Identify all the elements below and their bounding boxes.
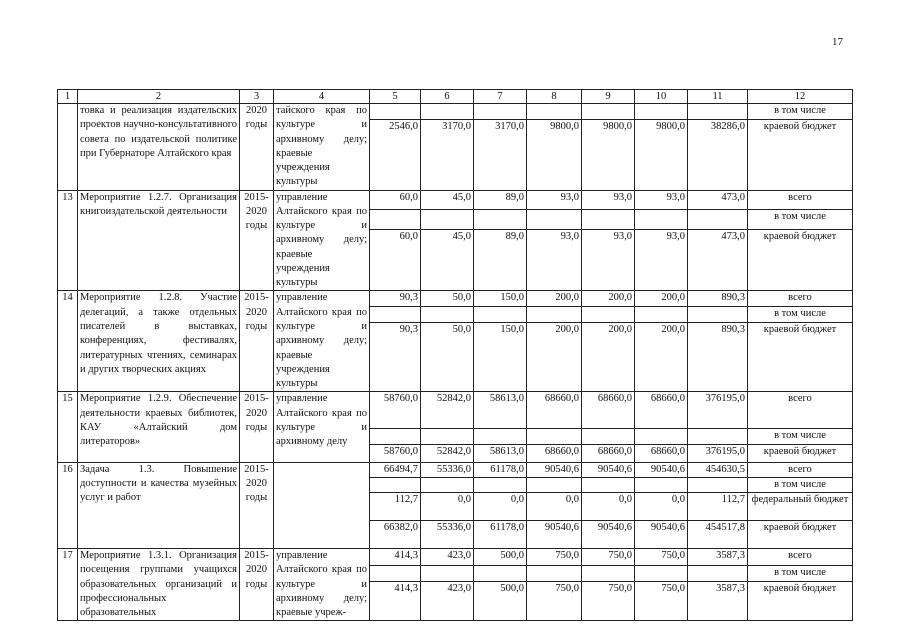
value-cell: 376195,0 bbox=[688, 392, 748, 429]
value-cell: 68660,0 bbox=[582, 392, 635, 429]
value-cell: 200,0 bbox=[582, 291, 635, 307]
value-cell: 112,7 bbox=[370, 493, 421, 521]
value-cell: 90540,6 bbox=[635, 462, 688, 477]
source-cell: всего bbox=[748, 190, 853, 210]
value-cell: 66382,0 bbox=[370, 521, 421, 549]
value-cell bbox=[474, 565, 527, 581]
value-cell: 93,0 bbox=[582, 229, 635, 291]
value-cell: 473,0 bbox=[688, 190, 748, 210]
value-cell bbox=[688, 307, 748, 323]
item-name-cell: Мероприятие 1.2.9. Обеспечение деятельности краевых библиотек, КАУ «Алтайский дом литераторов» bbox=[78, 392, 240, 462]
source-cell: всего bbox=[748, 462, 853, 477]
value-cell: 93,0 bbox=[582, 190, 635, 210]
value-cell bbox=[527, 429, 582, 444]
value-cell: 93,0 bbox=[527, 190, 582, 210]
row-number-cell: 15 bbox=[58, 392, 78, 462]
value-cell: 61178,0 bbox=[474, 521, 527, 549]
value-cell: 500,0 bbox=[474, 581, 527, 621]
value-cell: 52842,0 bbox=[421, 392, 474, 429]
table-row bbox=[58, 291, 853, 307]
item-years-cell: 2020 годы bbox=[240, 104, 274, 191]
value-cell bbox=[688, 477, 748, 492]
value-cell: 200,0 bbox=[635, 323, 688, 392]
value-cell bbox=[370, 307, 421, 323]
value-cell: 68660,0 bbox=[527, 392, 582, 429]
table-row bbox=[58, 190, 853, 210]
item-years-cell: 2015-2020 годы bbox=[240, 190, 274, 291]
value-cell bbox=[582, 565, 635, 581]
item-name-cell: Задача 1.3. Повышение доступности и качества музейных услуг и работ bbox=[78, 462, 240, 549]
source-cell: в том числе bbox=[748, 565, 853, 581]
row-number-cell bbox=[58, 104, 78, 191]
value-cell: 55336,0 bbox=[421, 462, 474, 477]
value-cell bbox=[688, 565, 748, 581]
value-cell bbox=[370, 565, 421, 581]
column-header: 4 bbox=[274, 90, 370, 104]
item-executor-cell: управление Алтайского края по культуре и архивному делу; краевые учреж- bbox=[274, 549, 370, 621]
item-executor-cell: управление Алтайского края по культуре и архивному делу; краевые учреждения культуры bbox=[274, 190, 370, 291]
value-cell bbox=[688, 104, 748, 120]
value-cell: 750,0 bbox=[635, 581, 688, 621]
value-cell: 50,0 bbox=[421, 323, 474, 392]
source-cell: в том числе bbox=[748, 210, 853, 230]
value-cell: 52842,0 bbox=[421, 444, 474, 462]
value-cell bbox=[421, 104, 474, 120]
value-cell bbox=[421, 210, 474, 230]
value-cell bbox=[635, 307, 688, 323]
source-cell: всего bbox=[748, 291, 853, 307]
row-number-cell: 13 bbox=[58, 190, 78, 291]
value-cell bbox=[582, 429, 635, 444]
value-cell: 0,0 bbox=[527, 493, 582, 521]
value-cell: 38286,0 bbox=[688, 120, 748, 190]
column-header: 6 bbox=[421, 90, 474, 104]
column-header: 5 bbox=[370, 90, 421, 104]
value-cell: 454630,5 bbox=[688, 462, 748, 477]
value-cell bbox=[370, 429, 421, 444]
value-cell: 500,0 bbox=[474, 549, 527, 566]
value-cell: 750,0 bbox=[582, 549, 635, 566]
row-number-cell: 16 bbox=[58, 462, 78, 549]
value-cell bbox=[474, 104, 527, 120]
value-cell: 2546,0 bbox=[370, 120, 421, 190]
header-row bbox=[58, 90, 853, 104]
value-cell: 454517,8 bbox=[688, 521, 748, 549]
value-cell: 414,3 bbox=[370, 549, 421, 566]
table-body bbox=[58, 90, 853, 621]
value-cell bbox=[527, 565, 582, 581]
value-cell: 200,0 bbox=[527, 291, 582, 307]
value-cell bbox=[421, 565, 474, 581]
column-header: 12 bbox=[748, 90, 853, 104]
value-cell: 90540,6 bbox=[527, 462, 582, 477]
value-cell bbox=[635, 210, 688, 230]
column-header: 3 bbox=[240, 90, 274, 104]
value-cell: 93,0 bbox=[635, 190, 688, 210]
source-cell: всего bbox=[748, 392, 853, 429]
column-header: 11 bbox=[688, 90, 748, 104]
column-header: 8 bbox=[527, 90, 582, 104]
value-cell: 58613,0 bbox=[474, 392, 527, 429]
value-cell: 423,0 bbox=[421, 549, 474, 566]
value-cell: 58760,0 bbox=[370, 444, 421, 462]
item-executor-cell: управление Алтайского края по культуре и архивному делу bbox=[274, 392, 370, 462]
source-cell: федеральный бюджет bbox=[748, 493, 853, 521]
value-cell: 750,0 bbox=[635, 549, 688, 566]
value-cell: 90540,6 bbox=[582, 462, 635, 477]
value-cell: 9800,0 bbox=[527, 120, 582, 190]
column-header: 7 bbox=[474, 90, 527, 104]
value-cell: 200,0 bbox=[582, 323, 635, 392]
value-cell bbox=[635, 565, 688, 581]
value-cell bbox=[688, 210, 748, 230]
value-cell: 376195,0 bbox=[688, 444, 748, 462]
value-cell: 45,0 bbox=[421, 190, 474, 210]
value-cell: 90540,6 bbox=[527, 521, 582, 549]
value-cell: 890,3 bbox=[688, 291, 748, 307]
table-row bbox=[58, 392, 853, 429]
value-cell: 90,3 bbox=[370, 291, 421, 307]
source-cell: краевой бюджет bbox=[748, 120, 853, 190]
value-cell: 0,0 bbox=[421, 493, 474, 521]
value-cell bbox=[688, 429, 748, 444]
value-cell: 45,0 bbox=[421, 229, 474, 291]
value-cell: 473,0 bbox=[688, 229, 748, 291]
item-years-cell: 2015-2020 годы bbox=[240, 291, 274, 392]
value-cell bbox=[474, 210, 527, 230]
source-cell: в том числе bbox=[748, 104, 853, 120]
value-cell: 750,0 bbox=[527, 581, 582, 621]
row-number-cell: 17 bbox=[58, 549, 78, 621]
value-cell: 0,0 bbox=[582, 493, 635, 521]
value-cell: 60,0 bbox=[370, 190, 421, 210]
column-header: 10 bbox=[635, 90, 688, 104]
value-cell: 9800,0 bbox=[635, 120, 688, 190]
value-cell bbox=[474, 477, 527, 492]
value-cell: 750,0 bbox=[582, 581, 635, 621]
program-table bbox=[57, 89, 853, 621]
value-cell: 58760,0 bbox=[370, 392, 421, 429]
value-cell: 50,0 bbox=[421, 291, 474, 307]
value-cell: 3170,0 bbox=[474, 120, 527, 190]
value-cell: 200,0 bbox=[635, 291, 688, 307]
value-cell bbox=[527, 210, 582, 230]
value-cell: 60,0 bbox=[370, 229, 421, 291]
item-executor-cell bbox=[274, 462, 370, 549]
column-header: 1 bbox=[58, 90, 78, 104]
item-years-cell: 2015-2020 годы bbox=[240, 462, 274, 549]
table-row bbox=[58, 549, 853, 566]
value-cell bbox=[421, 307, 474, 323]
source-cell: краевой бюджет bbox=[748, 444, 853, 462]
value-cell bbox=[635, 429, 688, 444]
table-row bbox=[58, 462, 853, 477]
item-years-cell: 2015-2020 годы bbox=[240, 549, 274, 621]
value-cell bbox=[474, 429, 527, 444]
value-cell bbox=[582, 210, 635, 230]
value-cell: 68660,0 bbox=[527, 444, 582, 462]
source-cell: в том числе bbox=[748, 307, 853, 323]
value-cell: 0,0 bbox=[474, 493, 527, 521]
value-cell: 68660,0 bbox=[582, 444, 635, 462]
item-name-cell: Мероприятие 1.2.8. Участие делегаций, а также отдельных писателей в выставках, конференциях, фестивалях, литературных чтениях, семинарах и других творческих акциях bbox=[78, 291, 240, 392]
value-cell: 3587,3 bbox=[688, 549, 748, 566]
column-header: 2 bbox=[78, 90, 240, 104]
value-cell: 89,0 bbox=[474, 190, 527, 210]
value-cell bbox=[635, 104, 688, 120]
value-cell: 150,0 bbox=[474, 291, 527, 307]
source-cell: краевой бюджет bbox=[748, 323, 853, 392]
value-cell: 90540,6 bbox=[635, 521, 688, 549]
value-cell: 89,0 bbox=[474, 229, 527, 291]
item-executor-cell: тайского края по культуре и архивному делу; краевые учреждения культуры bbox=[274, 104, 370, 191]
value-cell: 200,0 bbox=[527, 323, 582, 392]
value-cell bbox=[370, 210, 421, 230]
value-cell: 0,0 bbox=[635, 493, 688, 521]
source-cell: всего bbox=[748, 549, 853, 566]
value-cell: 90540,6 bbox=[582, 521, 635, 549]
value-cell: 55336,0 bbox=[421, 521, 474, 549]
value-cell bbox=[527, 104, 582, 120]
value-cell bbox=[635, 477, 688, 492]
value-cell: 61178,0 bbox=[474, 462, 527, 477]
value-cell: 112,7 bbox=[688, 493, 748, 521]
value-cell bbox=[582, 477, 635, 492]
value-cell: 3170,0 bbox=[421, 120, 474, 190]
source-cell: в том числе bbox=[748, 429, 853, 444]
value-cell: 93,0 bbox=[635, 229, 688, 291]
value-cell: 414,3 bbox=[370, 581, 421, 621]
value-cell: 750,0 bbox=[527, 549, 582, 566]
source-cell: краевой бюджет bbox=[748, 521, 853, 549]
value-cell: 90,3 bbox=[370, 323, 421, 392]
source-cell: в том числе bbox=[748, 477, 853, 492]
source-cell: краевой бюджет bbox=[748, 581, 853, 621]
value-cell bbox=[527, 477, 582, 492]
value-cell: 890,3 bbox=[688, 323, 748, 392]
item-executor-cell: управление Алтайского края по культуре и архивному делу; краевые учреждения культуры bbox=[274, 291, 370, 392]
source-cell: краевой бюджет bbox=[748, 229, 853, 291]
value-cell bbox=[370, 104, 421, 120]
item-name-cell: товка и реализация издательских проектов научно-консультативного совета по издательской политике при Губернаторе Алтайского края bbox=[78, 104, 240, 191]
value-cell bbox=[527, 307, 582, 323]
value-cell: 68660,0 bbox=[635, 392, 688, 429]
value-cell: 66494,7 bbox=[370, 462, 421, 477]
value-cell: 58613,0 bbox=[474, 444, 527, 462]
value-cell: 3587,3 bbox=[688, 581, 748, 621]
table-row bbox=[58, 104, 853, 120]
value-cell bbox=[370, 477, 421, 492]
value-cell: 9800,0 bbox=[582, 120, 635, 190]
value-cell bbox=[474, 307, 527, 323]
item-name-cell: Мероприятие 1.3.1. Организация посещения группами учащихся образовательных организаций и профессиональных образовательных bbox=[78, 549, 240, 621]
value-cell: 68660,0 bbox=[635, 444, 688, 462]
item-name-cell: Мероприятие 1.2.7. Организация книгоиздательской деятельности bbox=[78, 190, 240, 291]
page-number: 17 bbox=[832, 36, 843, 48]
value-cell bbox=[582, 104, 635, 120]
value-cell bbox=[421, 477, 474, 492]
value-cell bbox=[582, 307, 635, 323]
value-cell: 423,0 bbox=[421, 581, 474, 621]
value-cell bbox=[421, 429, 474, 444]
column-header: 9 bbox=[582, 90, 635, 104]
value-cell: 93,0 bbox=[527, 229, 582, 291]
item-years-cell: 2015-2020 годы bbox=[240, 392, 274, 462]
value-cell: 150,0 bbox=[474, 323, 527, 392]
row-number-cell: 14 bbox=[58, 291, 78, 392]
